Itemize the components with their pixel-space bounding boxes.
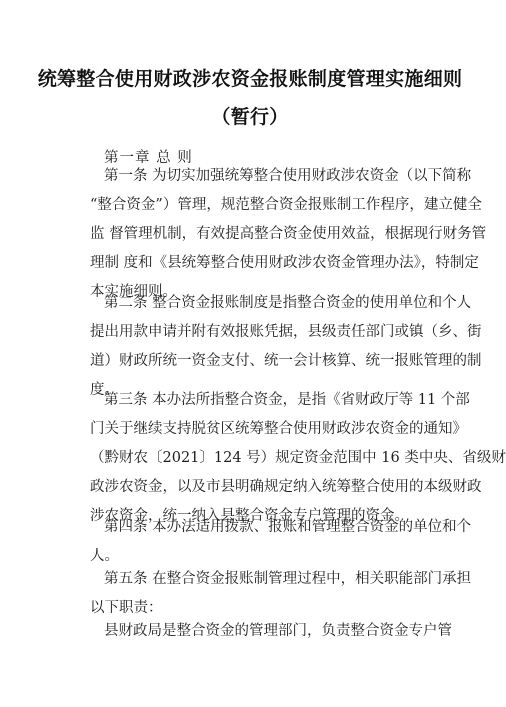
article-1 bbox=[90, 162, 487, 307]
article-4 bbox=[90, 513, 472, 571]
document-subtitle: （暂行） bbox=[211, 106, 289, 128]
article-line: 以下职责： bbox=[90, 600, 163, 616]
article-line: 政涉农资金，以及市县明确规定纳入统筹整合使用的本级财政 bbox=[90, 479, 482, 495]
article-line: 县财政局是整合资金的管理部门，负责整合资金专户管 bbox=[104, 623, 452, 639]
article-5 bbox=[90, 565, 472, 623]
article-line: 监 督管理机制，有效提高整合资金使用效益，根据现行财务管 bbox=[90, 226, 487, 242]
article-line: 理制 度和《县统筹整合使用财政涉农资金管理办法》，特制定 bbox=[90, 255, 479, 271]
chapter-heading: 第一章 总 则 bbox=[104, 150, 193, 166]
article-line: 第四条 本办法适用拨款、报账和管理整合资金的单位和个 bbox=[104, 519, 472, 535]
article-line: 门关于继续支持脱贫区统筹整合使用财政涉农资金的通知》 bbox=[90, 421, 467, 437]
article-line: 人。 bbox=[90, 548, 119, 564]
article-line: 度。 bbox=[90, 382, 119, 398]
article-line: 提出用款申请并附有效报账凭据，县级责任部门或镇（乡、街 bbox=[90, 324, 482, 340]
article-line: （黔财农〔2021〕124 号）规定资金范围中 16 类中央、省级财 bbox=[90, 450, 506, 466]
article-line: 第二条 整合资金报账制度是指整合资金的使用单位和个人 bbox=[104, 295, 472, 311]
article-5-paragraph bbox=[90, 617, 452, 646]
article-line: 第三条 本办法所指整合资金，是指《省财政厅等 11 个部 bbox=[104, 392, 470, 408]
document-title: 统筹整合使用财政涉农资金报账制度管理实施细则 bbox=[37, 68, 463, 90]
article-line: 道）财政所统一资金支付、统一会计核算、统一报账管理的制 bbox=[90, 353, 482, 369]
article-line: 本实施细则。 bbox=[90, 284, 177, 300]
article-line: 涉农资金，统一纳入县整合资金专户管理的资金。 bbox=[90, 508, 409, 524]
article-line: 第五条 在整合资金报账制管理过程中，相关职能部门承担 bbox=[104, 571, 472, 587]
article-3 bbox=[90, 386, 506, 531]
article-line: 第一条 为切实加强统筹整合使用财政涉农资金（以下简称 bbox=[104, 168, 472, 184]
article-line: “整合资金”）管理，规范整合资金报账制工作程序，建立健全 bbox=[90, 197, 482, 213]
